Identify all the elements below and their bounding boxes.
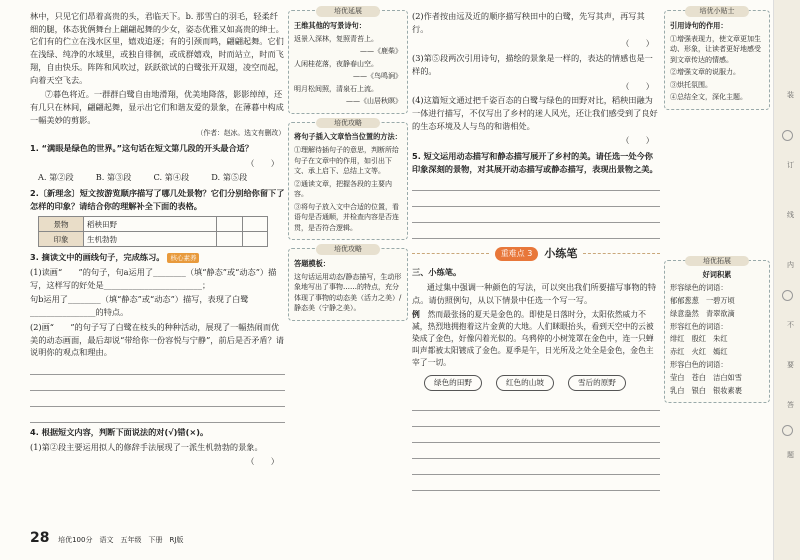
box-title: 培优小贴士 xyxy=(685,6,749,17)
section-title: 小练笔 xyxy=(544,247,578,261)
box-heading: 引用诗句的作用： xyxy=(670,20,728,30)
binding-ring-icon xyxy=(782,425,793,436)
table-cell: 稻秧田野 xyxy=(84,217,217,232)
word-line: 形容红色的词语： xyxy=(670,321,728,331)
box-item: ②增强文章的说服力。 xyxy=(670,68,740,77)
option-d[interactable]: D. 第⑤段 xyxy=(211,172,248,183)
answer-bracket[interactable]: （ ） xyxy=(621,38,654,49)
question-text: 5. 短文运用动态描写和静态描写展开了乡村的美。请任选一处今你印象深刻的景物，对其展开动态描写或静态描写，表现出景物之美。 xyxy=(412,151,658,174)
box-item: ①增强表现力，使文章更加生动、形象，让读者更好地感受到文章传达的情感。 xyxy=(670,34,761,64)
answer-line[interactable] xyxy=(412,445,660,459)
answer-line[interactable] xyxy=(412,429,660,443)
extension-box xyxy=(288,7,408,114)
table-cell[interactable] xyxy=(242,217,267,232)
example-paragraph xyxy=(412,309,660,369)
sub-question: (1)第②段主要运用拟人的修辞手法展现了一派生机勃勃的景象。 xyxy=(30,441,263,452)
sub-question: (3)第⑤段两次引用诗句，描绘的景象是一样的，表达的情感也是一样的。 xyxy=(412,53,653,76)
box-heading: 将句子插入文章恰当位置的方法： xyxy=(294,132,402,142)
binding-char: 装 xyxy=(787,91,794,99)
article-paragraph: ⑦暮色将近。一群群白鹭自由地滑翔，优美地降落，影影绰绰，还有几只在林间，翩翩起舞，显示出它们和谐友爱的景象，在薄暮中构成一幅美妙的剪影。 xyxy=(30,89,284,125)
word-line: 乳白 银白 银妆素裹 xyxy=(670,385,742,395)
table-cell[interactable] xyxy=(242,232,267,247)
section-label: 三、小练笔。 xyxy=(412,267,462,278)
scene-option[interactable]: 绿色的田野 xyxy=(424,375,482,391)
word-line: 形容绿色的词语： xyxy=(670,283,728,293)
option-b[interactable]: B. 第③段 xyxy=(95,172,132,183)
answer-bracket[interactable]: （ ） xyxy=(246,456,279,467)
answer-line[interactable] xyxy=(412,193,660,207)
poem-source: ——《鹿柴》 xyxy=(360,47,402,56)
binding-strip xyxy=(773,0,800,560)
question-4 xyxy=(30,426,285,468)
option-a[interactable]: A. 第②段 xyxy=(38,172,74,183)
divider xyxy=(412,253,489,254)
answer-line[interactable] xyxy=(412,177,660,191)
sub-question: (1)读画“ ”的句子，句a运用了________（填“静态”或“动态”）描写，这样写的好处是________________________； xyxy=(30,267,277,290)
fill-table xyxy=(38,216,268,247)
exercise-column xyxy=(412,10,660,493)
question-5 xyxy=(412,150,660,239)
tips-column xyxy=(288,7,408,329)
binding-char: 内 xyxy=(787,261,794,269)
word-line: 绯红 殷红 朱红 xyxy=(670,334,728,344)
binding-char: 线 xyxy=(787,211,794,219)
table-header: 印象 xyxy=(39,232,84,247)
answer-bracket[interactable]: （ ） xyxy=(246,157,279,168)
box-item: ③烘托氛围。 xyxy=(670,80,712,89)
sub-question: (2)画“ ”的句子写了白鹭在枝头的种种活动，展现了一幅热闹而优美的动态画面，最后却说“带给你一份容悦与宁静”，前后是否矛盾？请说明你的观点和理由。 xyxy=(30,321,284,358)
table-cell[interactable] xyxy=(217,232,242,247)
binding-ring-icon xyxy=(782,290,793,301)
answer-line[interactable] xyxy=(412,413,660,427)
word-line: 形容白色的词语： xyxy=(670,360,728,370)
example-label: 例 xyxy=(412,309,420,319)
box-heading: 王维其他的写景诗句： xyxy=(294,20,366,30)
box-item: ③将句子放入文中合适的位置，看语句是否通顺，并检查内容是否连贯，是否符合逻辑。 xyxy=(294,202,399,232)
binding-char: 要 xyxy=(787,361,794,369)
answer-line[interactable] xyxy=(412,209,660,223)
answer-template-box xyxy=(288,245,408,321)
box-title: 培优攻略 xyxy=(316,118,380,129)
table-cell[interactable] xyxy=(217,217,242,232)
box-title: 培优延展 xyxy=(316,6,380,17)
page-number: 28 xyxy=(30,530,50,547)
question-1 xyxy=(30,142,285,184)
option-c[interactable]: C. 第④段 xyxy=(153,172,190,183)
word-line: 绿意盎然 青翠欲滴 xyxy=(670,308,735,318)
options xyxy=(38,171,285,184)
divider xyxy=(583,253,660,254)
section-badge: 重难点 3 xyxy=(495,247,539,261)
table-cell: 生机勃勃 xyxy=(84,232,217,247)
answer-bracket[interactable]: （ ） xyxy=(621,80,654,91)
box-title: 培优攻略 xyxy=(316,244,380,255)
question-text: 3. 摘读文中的画线句子，完成练习。 xyxy=(30,252,165,263)
binding-char: 题 xyxy=(787,451,794,459)
question-2 xyxy=(30,187,285,247)
question-text: 4. 根据短文内容，判断下面说法的对(√)错(×)。 xyxy=(30,427,209,437)
question-text: 2.〔新理念〕短文按游览顺序描写了哪几处景物？它们分别给你留下了怎样的印象？请结合你的理解补全下面的表格。 xyxy=(30,187,285,211)
scene-option[interactable]: 红色的山坡 xyxy=(496,375,554,391)
poem-line: 返景入深林，复照青苔上。 xyxy=(294,34,378,43)
sub-question: (2)作者按由远及近的顺序描写秧田中的白鹭，先写其声，再写其行。 xyxy=(412,11,645,34)
word-bank-box xyxy=(664,256,770,404)
scene-options xyxy=(424,375,660,391)
sub-question: 句b运用了________（填“静态”或“动态”）描写，表现了白鹭________________的特点。 xyxy=(30,294,249,318)
binding-char: 不 xyxy=(787,321,794,329)
section-intro: 通过集中强调一种颜色的写法，可以突出我们所要描写事物的特点。请仿照例句，从以下情景中任选一个写一写。 xyxy=(412,282,657,305)
word-line: 莹白 苍白 洁白如雪 xyxy=(670,372,742,382)
answer-bracket[interactable]: （ ） xyxy=(621,135,654,146)
poem-source: ——《山居秋暝》 xyxy=(346,97,402,106)
tip-box xyxy=(664,7,770,110)
answer-line[interactable] xyxy=(412,225,660,239)
binding-char: 订 xyxy=(787,161,794,169)
poem-source: ——《鸟鸣涧》 xyxy=(353,72,402,81)
poem-line: 明月松间照，清泉石上流。 xyxy=(294,84,378,93)
binding-char: 答 xyxy=(787,401,794,409)
page-footer xyxy=(30,528,183,550)
box-heading: 答题模板： xyxy=(294,259,330,269)
section-header xyxy=(412,245,660,262)
answer-line[interactable] xyxy=(412,461,660,475)
question-text: 1. “满眼是绿色的世界。”这句话在短文第几段的开头最合适？ xyxy=(30,142,254,153)
article-paragraph: 林中，只见它们昂着高贵的头，君临天下。b. 那雪白的羽毛，轻柔纤细的腿，体态犹俩舞台上翩翩起舞的少女，姿态优雅又如高贵的绅士。它们有的伫立在浅水区里，嬉戏追逐；有的引颈而鸣，翩翩起舞。它们在浅绿、纯净的水域里，或独自徘徊，或成群嬉戏，时而站立，时而飞翔，自由快乐。阵阵和风吹过，跃跃欲试的白鹭张开双翅，凌空而起，向着天空飞去。 xyxy=(30,11,284,85)
question-3 xyxy=(30,251,285,423)
poem-line: 人闲桂花落，夜静春山空。 xyxy=(294,59,378,68)
word-line: 赤红 火红 嫣红 xyxy=(670,347,728,357)
box-item: ①理解待插句子的意思，判断所给句子在文章中的作用，如引出下文、承上启下、总结上文等。 xyxy=(294,146,399,176)
core-literacy-tag: 核心素养 xyxy=(167,253,199,263)
answer-line[interactable] xyxy=(30,409,285,423)
strategy-box xyxy=(288,118,408,241)
box-title: 培优拓展 xyxy=(685,256,749,267)
answer-line[interactable] xyxy=(412,397,660,411)
answer-line[interactable] xyxy=(412,477,660,491)
answer-line[interactable] xyxy=(30,377,285,391)
answer-line[interactable] xyxy=(30,393,285,407)
reading-column xyxy=(30,10,285,470)
box-item: ④总结全文，深化主题。 xyxy=(670,93,747,102)
table-header: 景物 xyxy=(39,217,84,232)
article-source: （作者：赵冰。选文有删改） xyxy=(196,129,285,138)
box-item: 这句话运用动态/静态描写，生动形象地写出了事物……的特点，充分体现了事物的动态美（活力之美）/静态美（宁静之美）。 xyxy=(294,272,402,313)
box-heading: 好词积累 xyxy=(702,270,732,280)
answer-line[interactable] xyxy=(30,361,285,375)
footer-text: 培优100分 语文 五年级 下册 RJ版 xyxy=(58,536,184,545)
binding-ring-icon xyxy=(782,130,793,141)
example-text: 然而最张扬的夏天是金色的。即使是日落时分，太阳依然威力不减，热烈地拥抱着这片金黄的大地。人们眯眼抬头，看到天空中的云被染成了金色，好像闪着光似的。乌鸦停的小树笼罩在金色中，连一只蝉叫声都被太阳镀成了金色。夏季是午，日光所及之处全是金色，金色主宰了一切。 xyxy=(412,309,654,367)
word-line: 郁郁葱葱 一碧万顷 xyxy=(670,296,735,306)
scene-option[interactable]: 雪后的原野 xyxy=(568,375,626,391)
sub-question: (4)这篇短文通过把千姿百态的白鹭与绿色的田野对比，稻秧田融为一体进行描写，不仅写出了乡村的迷人风光，还让我们感受到了良好的生态环境及人与鸟的和谐相处。 xyxy=(412,95,658,131)
box-item: ②通读文章，把握各段的主要内容。 xyxy=(294,179,392,199)
tips-column-right xyxy=(664,7,770,411)
